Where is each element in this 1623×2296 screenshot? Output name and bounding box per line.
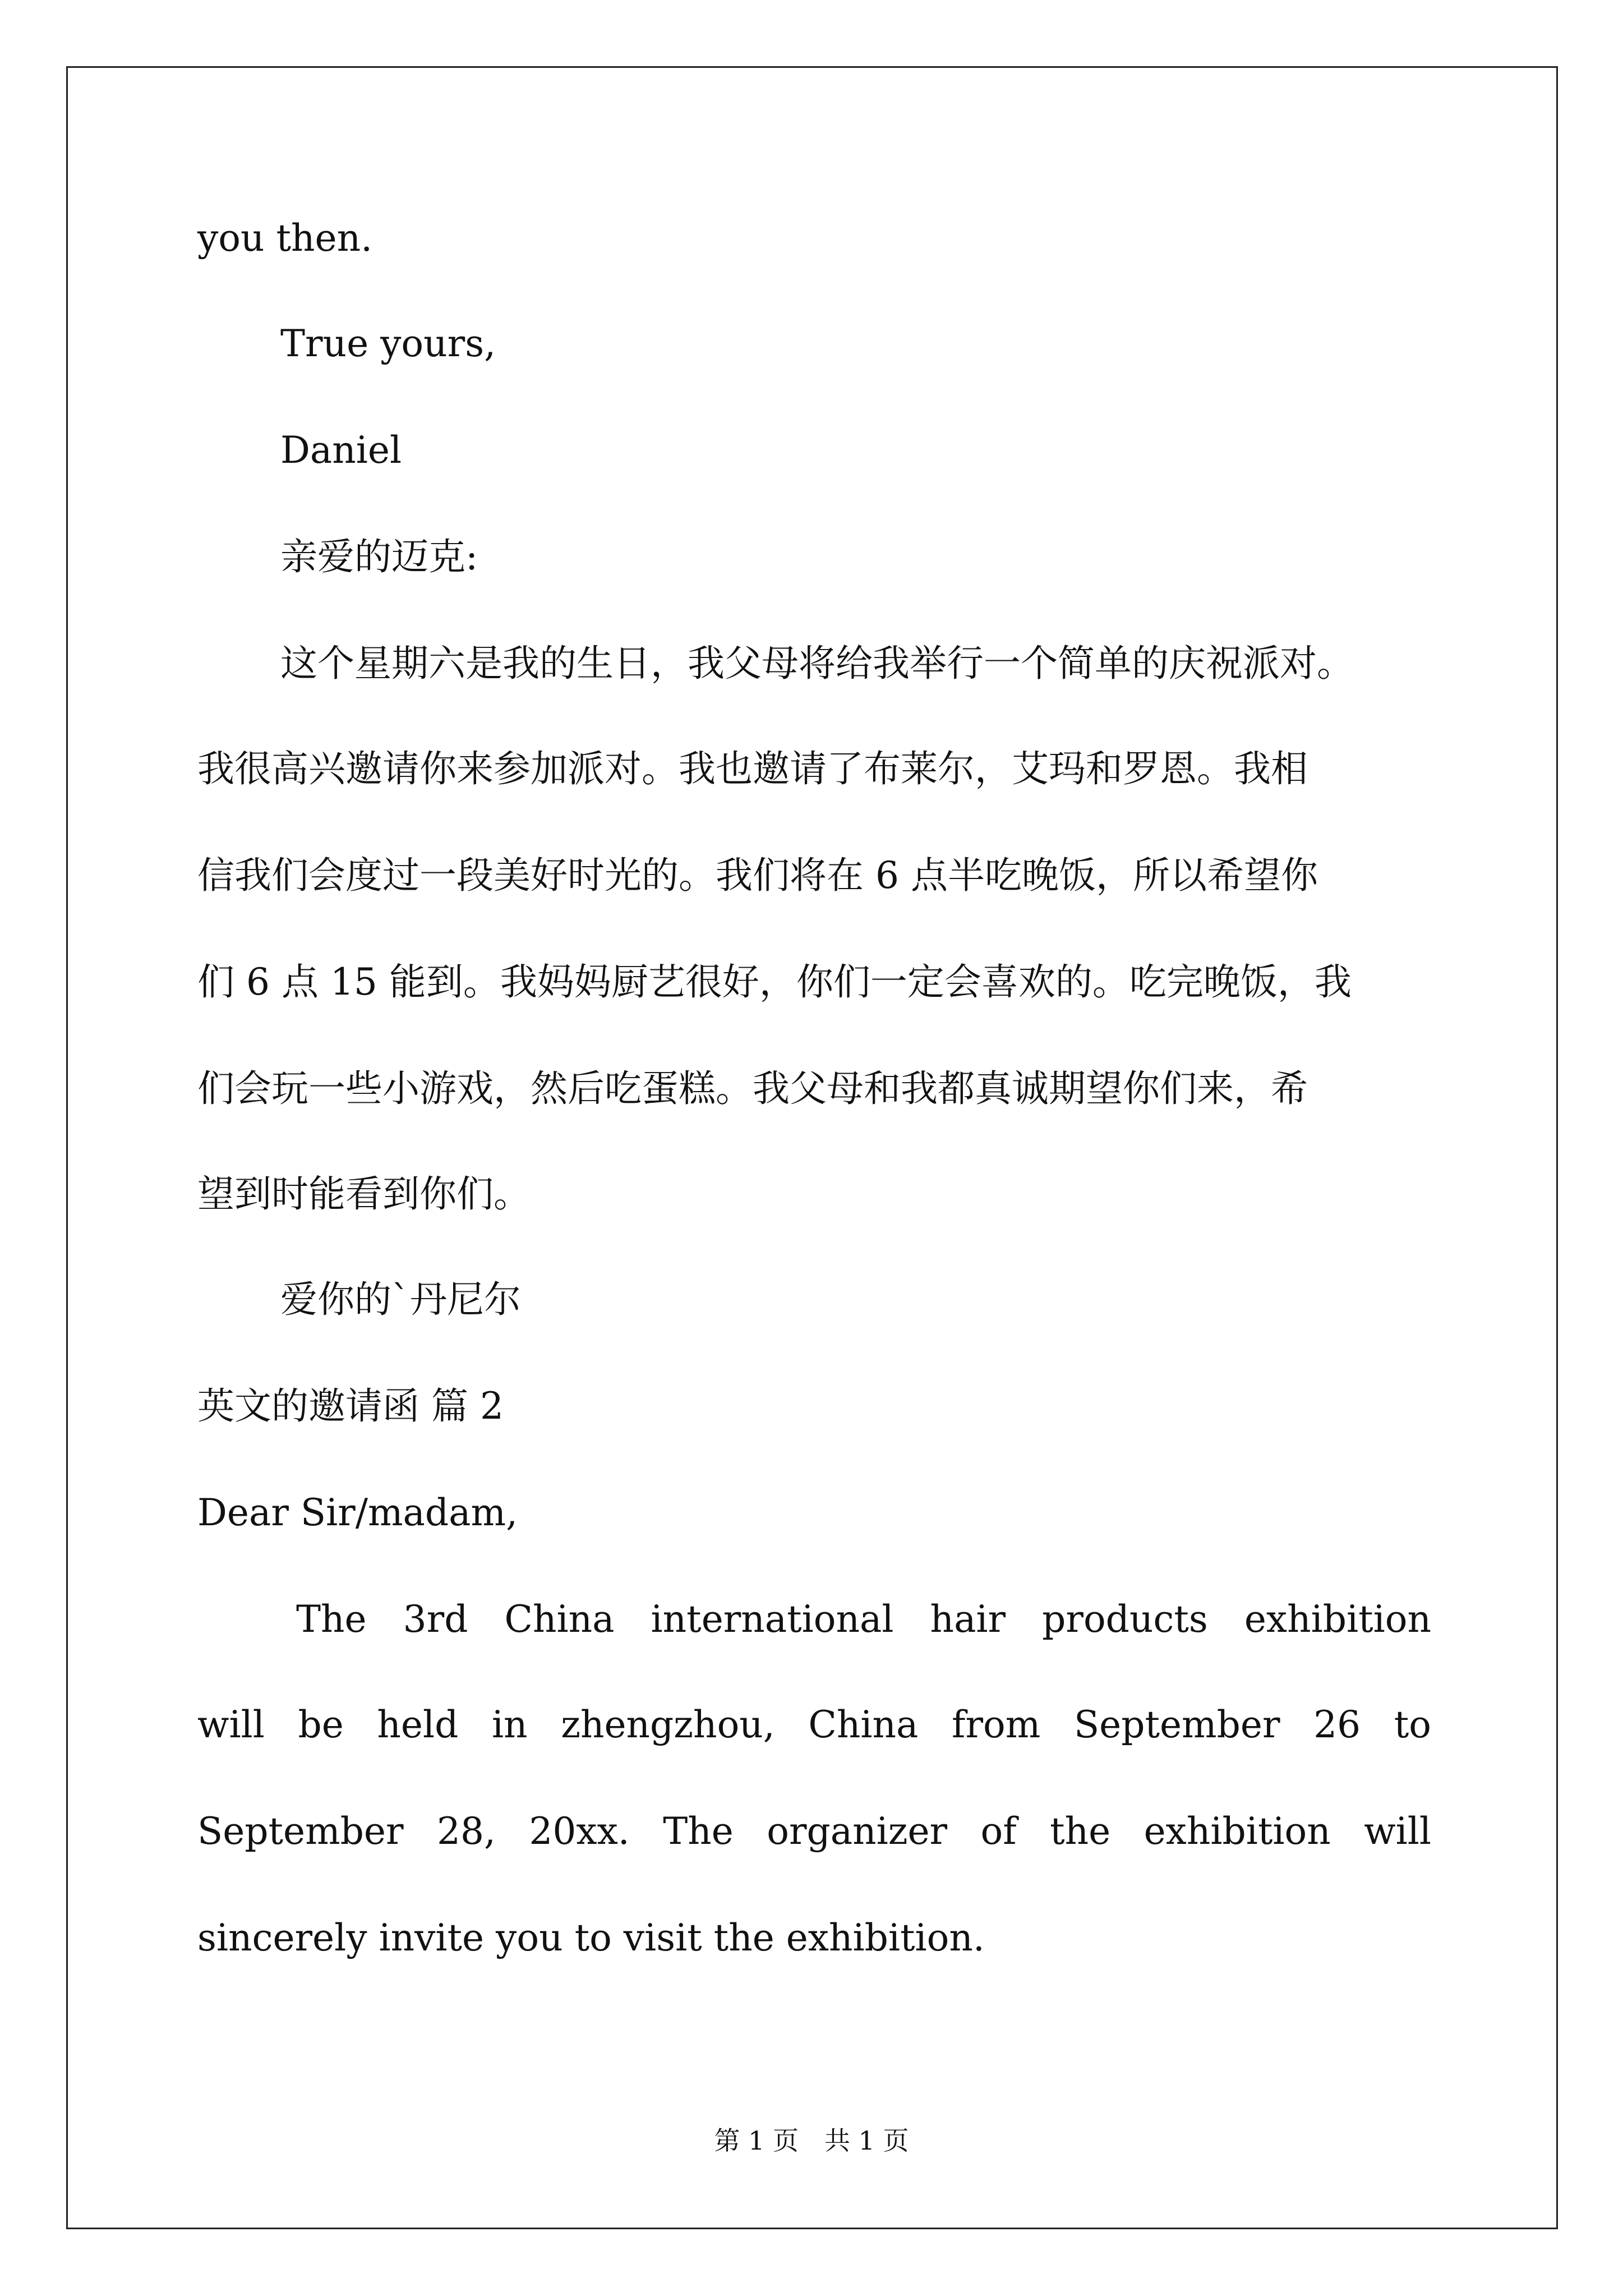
greeting-chinese: 亲爱的迈克:	[280, 535, 478, 578]
page-number-total: 共 1 页	[824, 2125, 909, 2156]
page-number-current: 第 1 页	[714, 2125, 799, 2156]
page-footer	[0, 2124, 1623, 2157]
paragraph-line-2: 我很高兴邀请你来参加派对。我也邀请了布莱尔，艾玛和罗恩。我相	[197, 747, 1308, 790]
english-paragraph-line-2: will be held in zhengzhou, China from September 26 to	[197, 1703, 1431, 1746]
signature-chinese: 爱你的`丹尼尔	[280, 1278, 521, 1321]
paragraph-line-1: 这个星期六是我的生日，我父母将给我举行一个简单的庆祝派对。	[280, 642, 1354, 685]
paragraph-line-6: 望到时能看到你们。	[197, 1172, 531, 1216]
signature-daniel: Daniel	[280, 429, 402, 472]
text-line-you-then: you then.	[197, 217, 373, 260]
english-paragraph-line-3: September 28, 20xx. The organizer of the exhibition will	[197, 1810, 1431, 1853]
salutation-dear-sir: Dear Sir/madam,	[197, 1491, 518, 1534]
paragraph-line-3: 信我们会度过一段美好时光的。我们将在 6 点半吃晚饭，所以希望你	[197, 854, 1318, 897]
closing-true-yours: True yours,	[280, 322, 496, 365]
page-border	[66, 66, 1558, 2229]
section-heading: 英文的邀请函 篇 2	[197, 1384, 504, 1428]
paragraph-line-5: 们会玩一些小游戏，然后吃蛋糕。我父母和我都真诚期望你们来，希	[197, 1067, 1308, 1110]
english-paragraph-line-4: sincerely invite you to visit the exhibition.	[197, 1916, 985, 1959]
english-paragraph-line-1: The 3rd China international hair products exhibition	[296, 1598, 1431, 1641]
paragraph-line-4: 们 6 点 15 能到。我妈妈厨艺很好，你们一定会喜欢的。吃完晚饭，我	[197, 960, 1352, 1004]
